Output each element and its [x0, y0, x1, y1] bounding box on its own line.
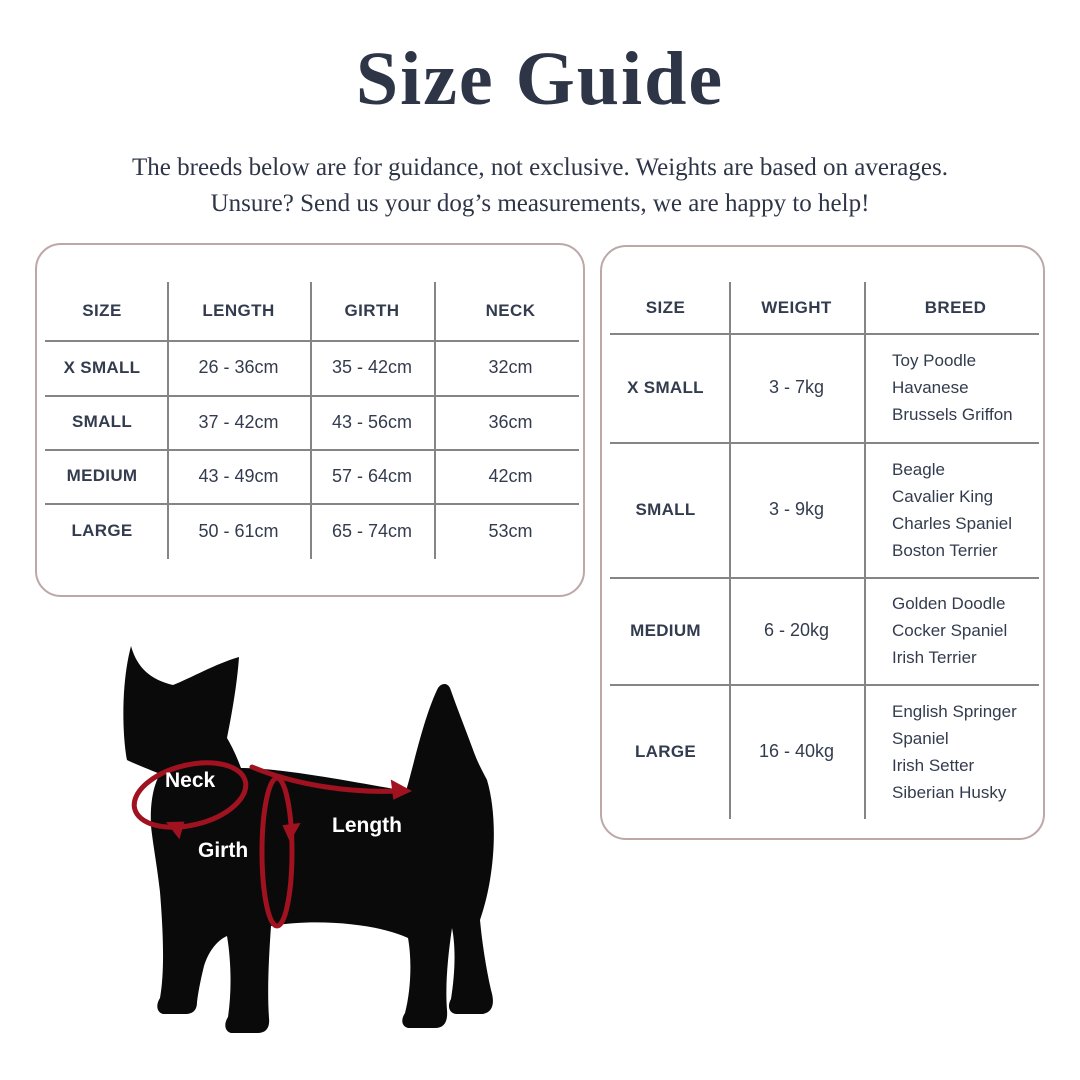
length-value: 43 - 49cm — [198, 465, 279, 486]
breed-name: Siberian Husky — [892, 782, 1007, 802]
breed-name: Brussels Griffon — [892, 405, 1013, 424]
neck-value: 42cm — [488, 465, 533, 486]
girth-value: 65 - 74cm — [331, 520, 413, 541]
breed-name: Cocker Spaniel — [892, 621, 1008, 640]
length-value: 50 - 61cm — [198, 520, 279, 541]
breed-name: Irish Setter — [892, 755, 975, 775]
column-header-size: SIZE — [645, 297, 686, 317]
dog-silhouette-icon — [123, 646, 493, 1033]
breed-name: English Springer Spaniel — [892, 701, 1017, 748]
length-label: Length — [332, 814, 402, 837]
measurements-table-card — [35, 243, 585, 597]
girth-value: 35 - 42cm — [331, 357, 413, 377]
breed-name: Golden Doodle — [892, 594, 1006, 613]
column-header-girth: GIRTH — [344, 301, 400, 320]
girth-value: 43 - 56cm — [331, 411, 413, 432]
size-label: MEDIUM — [66, 466, 138, 485]
size-label: X SMALL — [627, 377, 704, 397]
breed-name: Havanese — [892, 378, 969, 397]
column-header-size: SIZE — [82, 301, 122, 320]
breed-name: Irish Terrier — [892, 648, 977, 667]
breed-name: Beagle — [892, 459, 945, 479]
subtitle-line-1: The breeds below are for guidance, not exclusive. Weights are based on averages. — [132, 154, 948, 181]
girth-label: Girth — [198, 839, 249, 862]
size-label: SMALL — [635, 499, 696, 519]
breed-name: Boston Terrier — [892, 540, 998, 560]
weight-value: 3 - 7kg — [768, 377, 825, 397]
page-title: Size Guide — [355, 37, 725, 121]
weight-value: 16 - 40kg — [758, 741, 835, 761]
page-subtitle — [0, 150, 1080, 222]
breed-list — [864, 333, 1047, 442]
length-value: 37 - 42cm — [198, 411, 279, 432]
neck-value: 53cm — [488, 520, 533, 541]
column-header-weight: WEIGHT — [761, 297, 832, 317]
breed-name: Cavalier King Charles Spaniel — [892, 486, 1013, 533]
neck-value: 36cm — [488, 411, 533, 432]
weight-value: 6 - 20kg — [763, 620, 830, 640]
column-header-breed: BREED — [924, 297, 987, 317]
length-value: 26 - 36cm — [198, 357, 279, 377]
size-label: LARGE — [635, 741, 696, 761]
size-label: MEDIUM — [630, 620, 701, 640]
size-label: SMALL — [71, 412, 133, 431]
weight-value: 3 - 9kg — [768, 499, 825, 519]
breed-list — [864, 684, 1047, 819]
column-header-length: LENGTH — [202, 301, 275, 320]
column-header-neck: NECK — [485, 301, 536, 320]
breed-list — [864, 577, 1047, 684]
measurements-table — [37, 282, 587, 559]
breeds-table — [602, 282, 1047, 819]
neck-value: 32cm — [488, 357, 533, 377]
dog-measurement-diagram — [103, 630, 517, 1042]
girth-value: 57 - 64cm — [331, 465, 413, 486]
breed-list — [864, 442, 1047, 577]
breed-name: Toy Poodle — [892, 351, 977, 370]
breeds-table-card — [600, 245, 1045, 840]
neck-label: Neck — [165, 769, 216, 792]
size-label: X SMALL — [63, 357, 141, 377]
subtitle-line-2: Unsure? Send us your dog’s measurements, we are happy to help! — [210, 190, 870, 217]
size-label: LARGE — [71, 521, 133, 540]
